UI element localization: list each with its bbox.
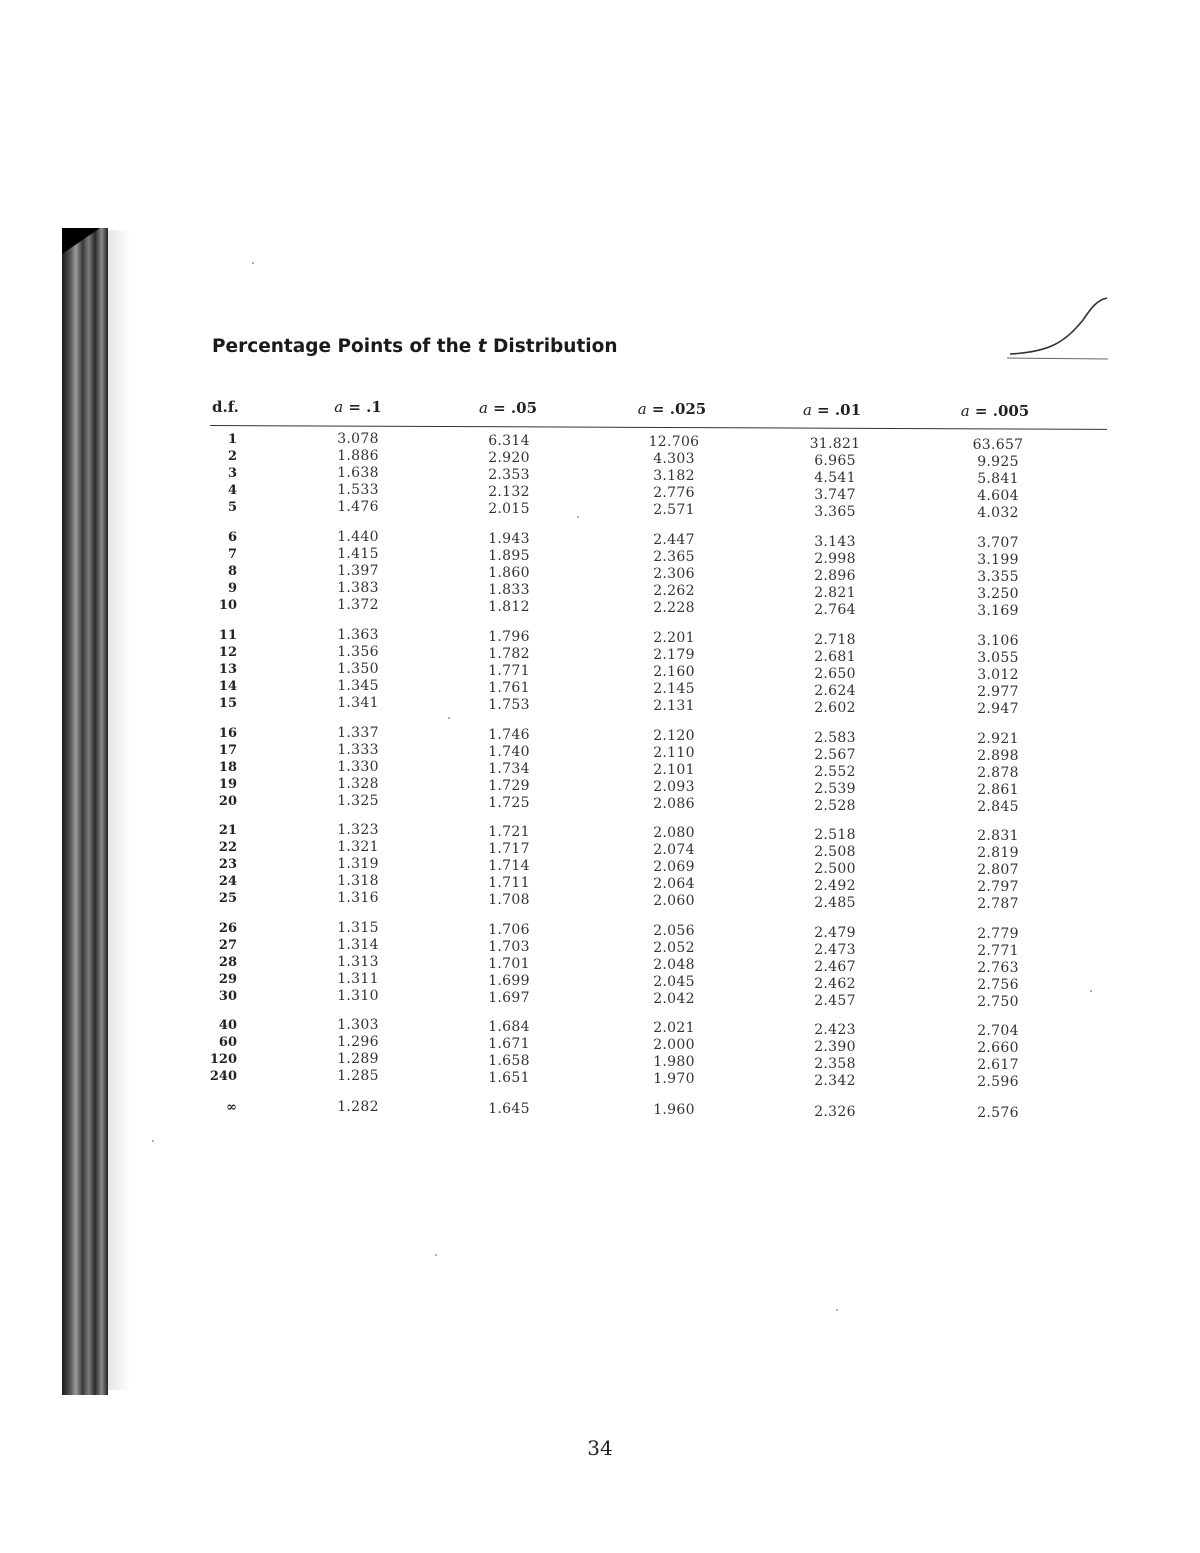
value-cell: 2.093 [653,779,695,795]
value-cell: 1.415 [337,546,379,562]
value-cell: 1.943 [488,530,530,547]
scan-speck [252,262,254,264]
value-cell: 1.319 [337,856,379,872]
value-cell: 2.353 [488,466,530,483]
value-cell: 2.567 [814,746,856,763]
value-cell: 1.708 [488,891,530,908]
df-cell: 16 [218,726,237,741]
value-cell: 1.303 [337,1017,379,1033]
value-cell: 1.313 [337,954,379,970]
value-cell: 1.895 [488,547,530,564]
value-cell: 1.315 [337,920,379,936]
df-cell: 17 [218,743,237,758]
value-cell: 1.533 [337,482,379,498]
title-t-symbol: t [477,336,487,357]
value-cell: 2.764 [814,601,856,618]
value-cell: 2.042 [653,991,695,1007]
value-cell: 2.473 [814,941,856,958]
alpha-header-0 [288,398,428,416]
value-cell: 2.750 [977,994,1019,1010]
alpha-value: = .05 [487,399,538,417]
value-cell: 1.356 [337,644,379,660]
value-cell: 1.761 [488,679,530,696]
value-cell: 3.055 [977,650,1019,666]
value-cell: 1.330 [337,759,379,775]
alpha-symbol: a [637,400,647,418]
value-cell: 9.925 [977,454,1019,470]
value-cell: 2.861 [977,782,1019,798]
df-cell: 8 [227,564,237,579]
value-cell: 2.467 [814,958,856,975]
value-cell: 1.725 [488,794,530,811]
df-cell: 6 [227,530,237,545]
value-cell: 2.056 [653,923,695,939]
value-cell: 2.479 [814,924,856,941]
value-cell: 1.703 [488,938,530,955]
spine-gradient [108,230,130,1390]
value-cell: 2.179 [653,647,695,663]
alpha-value: = .005 [969,402,1030,420]
scan-speck [435,1254,437,1256]
value-cell: 1.383 [337,580,379,596]
value-cell: 1.717 [488,840,530,857]
value-cell: 2.045 [653,974,695,990]
value-cell: 3.707 [977,535,1019,551]
value-cell: 2.120 [653,728,695,744]
df-cell: 15 [218,696,237,711]
value-cell: 2.704 [977,1023,1019,1039]
value-cell: 3.199 [977,552,1019,568]
value-cell: 1.658 [488,1052,530,1069]
alpha-value: = .025 [646,400,707,418]
value-cell: 2.845 [977,799,1019,815]
value-cell: 1.734 [488,760,530,777]
df-cell: 7 [227,547,237,562]
value-cell: 1.771 [488,662,530,679]
df-cell: 240 [209,1069,237,1084]
value-cell: 63.657 [972,437,1024,453]
value-cell: 2.508 [814,843,856,860]
value-cell: 1.746 [488,726,530,743]
value-cell: 2.819 [977,845,1019,861]
value-cell: 2.718 [814,631,856,648]
value-cell: 2.681 [814,648,856,665]
df-cell: 1 [227,432,237,447]
value-cell: 1.310 [337,988,379,1004]
value-cell: 1.372 [337,597,379,613]
value-cell: 2.617 [977,1057,1019,1073]
header-rule [210,425,1107,430]
value-cell: 1.711 [488,874,530,891]
value-cell: 3.143 [814,533,856,550]
value-cell: 1.476 [337,499,379,515]
value-cell: 2.447 [653,532,695,548]
df-cell: 9 [227,581,237,596]
value-cell: 1.350 [337,661,379,677]
value-cell: 1.337 [337,725,379,741]
value-cell: 3.355 [977,569,1019,585]
value-cell: 2.228 [653,600,695,616]
df-cell: 10 [218,598,237,613]
value-cell: 1.812 [488,598,530,615]
value-cell: 1.282 [337,1099,379,1115]
value-cell: 1.697 [488,989,530,1006]
value-cell: 1.440 [337,529,379,545]
value-cell: 2.262 [653,583,695,599]
value-cell: 2.064 [653,876,695,892]
df-header: d.f. [212,398,239,416]
value-cell: 3.747 [814,486,856,503]
value-cell: 2.552 [814,763,856,780]
scan-speck [577,516,579,518]
value-cell: 3.182 [653,468,695,484]
value-cell: 2.060 [653,893,695,909]
value-cell: 2.821 [814,584,856,601]
value-cell: 2.896 [814,567,856,584]
value-cell: 2.528 [814,797,856,814]
value-cell: 1.729 [488,777,530,794]
df-cell: 30 [218,989,237,1004]
value-cell: 2.878 [977,765,1019,781]
value-cell: 2.763 [977,960,1019,976]
value-cell: 4.032 [977,505,1019,521]
value-cell: 2.485 [814,894,856,911]
value-cell: 2.457 [814,992,856,1009]
alpha-header-3 [762,401,902,419]
value-cell: 2.160 [653,664,695,680]
value-cell: 3.365 [814,503,856,520]
value-cell: 2.492 [814,877,856,894]
value-cell: 2.131 [653,698,695,714]
scan-speck [448,717,450,719]
df-cell: 20 [218,794,237,809]
value-cell: 2.921 [977,731,1019,747]
value-cell: 3.106 [977,633,1019,649]
value-cell: 4.604 [977,488,1019,504]
df-cell: 28 [218,955,237,970]
value-cell: 2.807 [977,862,1019,878]
value-cell: 2.779 [977,926,1019,942]
df-cell: 12 [218,645,237,660]
value-cell: 2.571 [653,502,695,518]
value-cell: 2.898 [977,748,1019,764]
value-cell: 3.250 [977,586,1019,602]
value-cell: 1.782 [488,645,530,662]
value-cell: 1.341 [337,695,379,711]
value-cell: 2.000 [653,1037,695,1053]
value-cell: 2.660 [977,1040,1019,1056]
value-cell: 2.539 [814,780,856,797]
value-cell: 2.462 [814,975,856,992]
value-cell: 1.285 [337,1068,379,1084]
value-cell: 1.706 [488,921,530,938]
value-cell: 2.101 [653,762,695,778]
value-cell: 2.132 [488,483,530,500]
scan-speck [836,1309,838,1311]
value-cell: 2.518 [814,826,856,843]
value-cell: 1.699 [488,972,530,989]
book-spine-corner [62,228,100,254]
value-cell: 5.841 [977,471,1019,487]
value-cell: 2.756 [977,977,1019,993]
value-cell: 1.684 [488,1018,530,1035]
value-cell: 2.576 [977,1105,1019,1121]
value-cell: 2.080 [653,825,695,841]
value-cell: 2.776 [653,485,695,501]
value-cell: 2.201 [653,630,695,646]
value-cell: 1.289 [337,1051,379,1067]
value-cell: 3.078 [337,431,379,447]
value-cell: 2.110 [653,745,695,761]
df-cell: ∞ [226,1100,237,1115]
value-cell: 1.960 [653,1102,695,1118]
df-cell: 40 [218,1018,237,1033]
value-cell: 2.423 [814,1021,856,1038]
value-cell: 2.831 [977,828,1019,844]
value-cell: 1.740 [488,743,530,760]
value-cell: 1.325 [337,793,379,809]
value-cell: 31.821 [809,435,861,452]
df-cell: 60 [218,1035,237,1050]
value-cell: 1.321 [337,839,379,855]
df-cell: 14 [218,679,237,694]
table-title [212,336,618,357]
value-cell: 1.721 [488,823,530,840]
value-cell: 2.977 [977,684,1019,700]
value-cell: 2.650 [814,665,856,682]
alpha-header-4 [925,402,1065,420]
value-cell: 3.012 [977,667,1019,683]
df-cell: 4 [227,483,237,498]
value-cell: 1.333 [337,742,379,758]
df-cell: 18 [218,760,237,775]
page-number: 34 [587,1436,613,1460]
value-cell: 2.583 [814,729,856,746]
value-cell: 2.326 [814,1103,856,1120]
value-cell: 1.296 [337,1034,379,1050]
alpha-value: = .01 [811,401,862,419]
value-cell: 2.015 [488,500,530,517]
value-cell: 2.797 [977,879,1019,895]
df-cell: 25 [218,891,237,906]
value-cell: 2.365 [653,549,695,565]
df-cell: 3 [227,466,237,481]
value-cell: 6.314 [488,432,530,449]
value-cell: 1.318 [337,873,379,889]
value-cell: 1.645 [488,1100,530,1117]
value-cell: 1.980 [653,1054,695,1070]
value-cell: 1.753 [488,696,530,713]
value-cell: 1.328 [337,776,379,792]
value-cell: 2.048 [653,957,695,973]
value-cell: 2.086 [653,796,695,812]
df-cell: 21 [218,823,237,838]
value-cell: 3.169 [977,603,1019,619]
df-cell: 27 [218,938,237,953]
df-cell: 29 [218,972,237,987]
value-cell: 1.833 [488,581,530,598]
value-cell: 2.624 [814,682,856,699]
df-cell: 26 [218,921,237,936]
value-cell: 4.303 [653,451,695,467]
value-cell: 2.342 [814,1072,856,1089]
df-cell: 13 [218,662,237,677]
df-cell: 24 [218,874,237,889]
df-cell: 11 [218,628,237,643]
distribution-curve-icon [1005,292,1110,364]
value-cell: 1.701 [488,955,530,972]
value-cell: 2.021 [653,1020,695,1036]
value-cell: 2.771 [977,943,1019,959]
df-cell: 5 [227,500,237,515]
value-cell: 1.970 [653,1071,695,1087]
value-cell: 6.965 [814,452,856,469]
value-cell: 2.787 [977,896,1019,912]
alpha-symbol: a [802,401,812,419]
value-cell: 1.860 [488,564,530,581]
value-cell: 2.998 [814,550,856,567]
scan-speck [1090,990,1092,992]
value-cell: 4.541 [814,469,856,486]
scan-speck [152,1140,154,1142]
value-cell: 2.390 [814,1038,856,1055]
value-cell: 2.069 [653,859,695,875]
value-cell: 1.363 [337,627,379,643]
df-cell: 22 [218,840,237,855]
value-cell: 2.074 [653,842,695,858]
alpha-symbol: a [960,402,970,420]
df-cell: 120 [209,1052,237,1067]
value-cell: 1.314 [337,937,379,953]
df-cell: 19 [218,777,237,792]
alpha-value: = .1 [343,398,382,416]
book-spine-shadow [62,228,108,1395]
value-cell: 2.145 [653,681,695,697]
value-cell: 1.796 [488,628,530,645]
value-cell: 1.345 [337,678,379,694]
value-cell: 2.500 [814,860,856,877]
value-cell: 1.397 [337,563,379,579]
alpha-header-1 [438,399,578,417]
value-cell: 1.316 [337,890,379,906]
value-cell: 1.651 [488,1069,530,1086]
df-cell: 23 [218,857,237,872]
value-cell: 1.886 [337,448,379,464]
value-cell: 2.358 [814,1055,856,1072]
df-cell: 2 [227,449,237,464]
value-cell: 2.920 [488,449,530,466]
value-cell: 1.714 [488,857,530,874]
value-cell: 12.706 [648,434,700,450]
value-cell: 1.311 [337,971,379,987]
title-suffix: Distribution [486,336,618,357]
value-cell: 2.596 [977,1074,1019,1090]
value-cell: 2.947 [977,701,1019,717]
value-cell: 2.052 [653,940,695,956]
value-cell: 1.323 [337,822,379,838]
alpha-symbol: a [334,398,344,416]
alpha-symbol: a [478,399,488,417]
value-cell: 2.306 [653,566,695,582]
value-cell: 1.638 [337,465,379,481]
title-prefix: Percentage Points of the [212,336,478,357]
value-cell: 1.671 [488,1035,530,1052]
value-cell: 2.602 [814,699,856,716]
alpha-header-2 [602,400,742,418]
